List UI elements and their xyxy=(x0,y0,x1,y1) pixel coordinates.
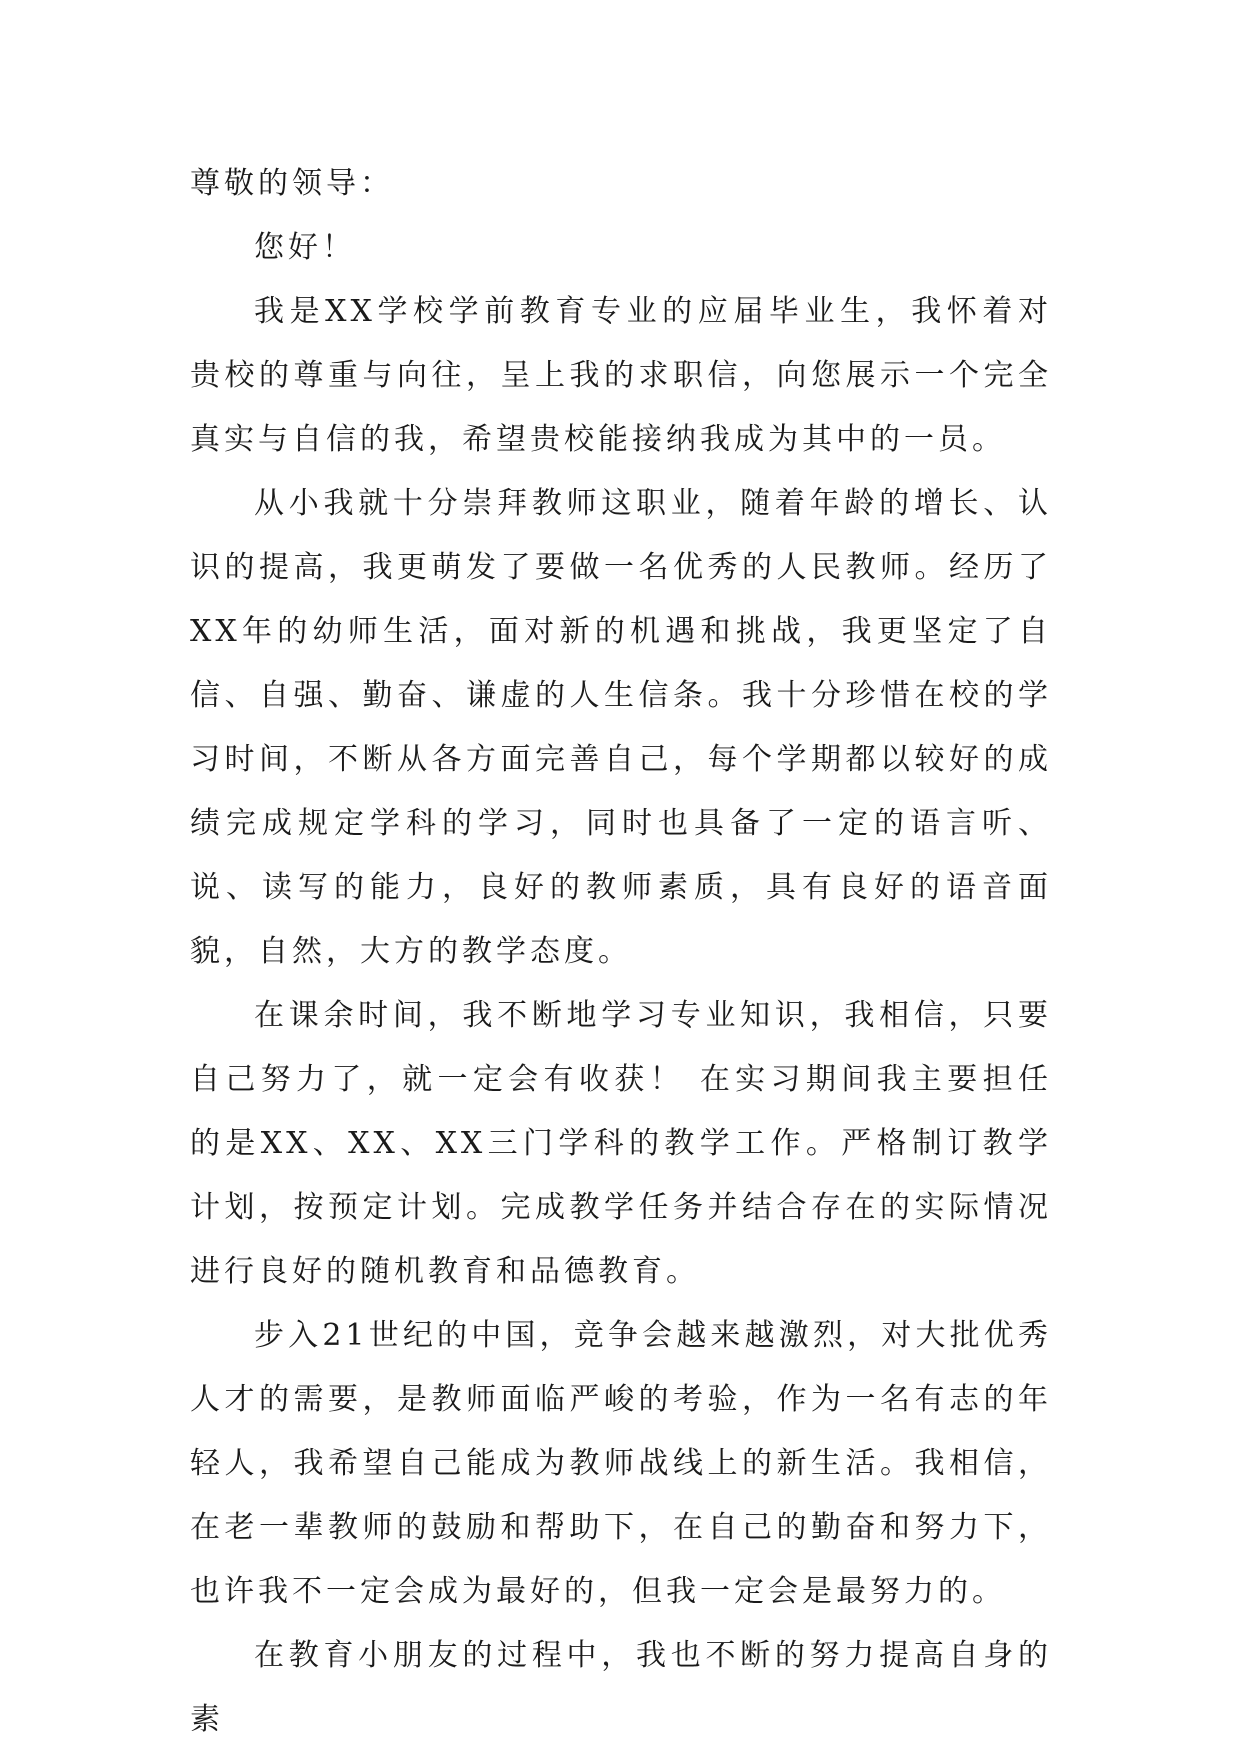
letter-paragraph-aspiration: 步入21世纪的中国，竞争会越来越激烈，对大批优秀人才的需要，是教师面临严峻的考验，作为一名有志的年轻人，我希望自己能成为教师战线上的新生活。我相信，在老一辈教师的鼓励和帮助下，在自己的勤奋和努力下，也许我不一定会成为最好的，但我一定会是最努力的。 xyxy=(190,1318,1052,1609)
letter-paragraph-experience: 在课余时间，我不断地学习专业知识，我相信，只要自己努力了，就一定会有收获！ 在实习期间我主要担任的是XX、XX、XX三门学科的教学工作。严格制订教学计划，按预定计划。完成教学任务并结合存在的实际情况进行良好的随机教育和品德教育。 xyxy=(190,998,1052,1289)
letter-salutation: 尊敬的领导： xyxy=(190,166,394,201)
letter-greeting: 您好！ xyxy=(254,230,356,265)
letter-paragraph-continued: 在教育小朋友的过程中，我也不断的努力提高自身的素 xyxy=(190,1638,1052,1737)
letter-body xyxy=(190,152,1052,1752)
letter-paragraph-intro: 我是XX学校学前教育专业的应届毕业生，我怀着对贵校的尊重与向往，呈上我的求职信，向您展示一个完全真实与自信的我，希望贵校能接纳我成为其中的一员。 xyxy=(190,294,1052,457)
letter-paragraph-background: 从小我就十分崇拜教师这职业，随着年龄的增长、认识的提高，我更萌发了要做一名优秀的人民教师。经历了XX年的幼师生活，面对新的机遇和挑战，我更坚定了自信、自强、勤奋、谦虚的人生信条。我十分珍惜在校的学习时间，不断从各方面完善自己，每个学期都以较好的成绩完成规定学科的学习，同时也具备了一定的语言听、说、读写的能力，良好的教师素质，具有良好的语音面貌，自然，大方的教学态度。 xyxy=(190,486,1052,969)
